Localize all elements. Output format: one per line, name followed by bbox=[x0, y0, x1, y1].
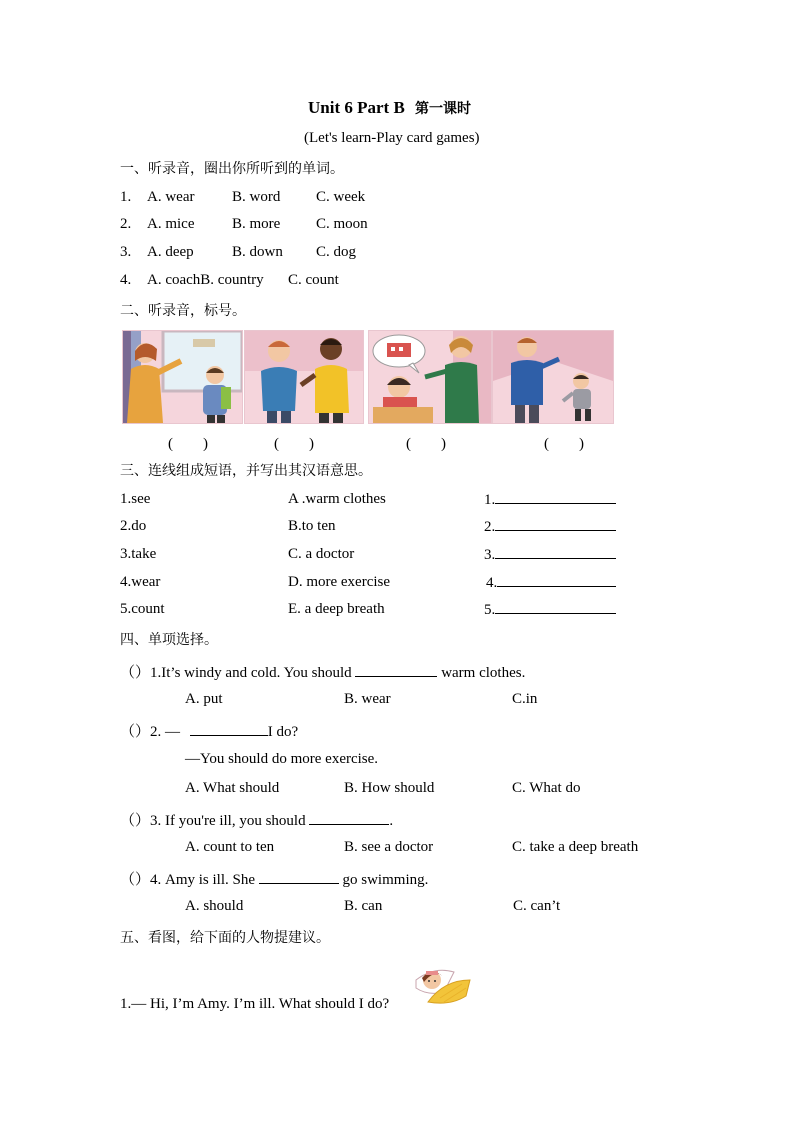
title-main: Unit 6 Part B bbox=[308, 98, 405, 117]
section-5-heading: 五、看图，给下面的人物提建议。 bbox=[120, 930, 330, 946]
s1-row-1-a: A. wear bbox=[147, 189, 195, 205]
q4-option-b[interactable]: B. can bbox=[344, 898, 383, 914]
section-3-heading: 三、连线组成短语，并写出其汉语意思。 bbox=[120, 463, 372, 479]
s1-row-2-a: A. mice bbox=[147, 216, 195, 232]
q2-stem-start: （）2. — bbox=[120, 724, 181, 740]
s3-right-4 bbox=[486, 574, 616, 592]
s1-row-3-c: C. dog bbox=[316, 244, 357, 260]
s1-row-2-b: B. more bbox=[232, 216, 281, 232]
picture-4-man-boy bbox=[492, 330, 614, 424]
s3-right-1 bbox=[484, 491, 616, 509]
s5-question-1: 1.— Hi, I’m Amy. I’m ill. What should I do? bbox=[120, 996, 390, 1012]
s3-answer-line-4[interactable] bbox=[497, 574, 616, 587]
q3-option-c[interactable]: C. take a deep breath bbox=[512, 839, 639, 855]
s3-middle-1: A .warm clothes bbox=[288, 491, 386, 507]
s3-left-3: 3.take bbox=[120, 546, 157, 562]
q2-stem-end: I do? bbox=[267, 724, 299, 740]
s1-row-3-a: A. deep bbox=[147, 244, 194, 260]
s3-left-1: 1.see bbox=[120, 491, 151, 507]
s1-row-1-b: B. word bbox=[232, 189, 281, 205]
s3-left-4: 4.wear bbox=[120, 574, 161, 590]
s3-right-4-label: 4. bbox=[486, 575, 498, 591]
s3-right-1-label: 1. bbox=[484, 492, 496, 508]
s1-row-4-ab: A. coachB. country bbox=[147, 272, 264, 288]
section-4-heading: 四、单项选择。 bbox=[120, 632, 218, 648]
title-cjk: 第一课时 bbox=[415, 101, 472, 117]
s3-right-5-label: 5. bbox=[484, 602, 496, 618]
s3-middle-2: B.to ten bbox=[288, 518, 336, 534]
s1-row-3-num: 3. bbox=[120, 244, 132, 260]
q3-option-a[interactable]: A. count to ten bbox=[185, 839, 275, 855]
s1-row-2-c: C. moon bbox=[316, 216, 368, 232]
picture-2-answer-bracket[interactable]: ( ) bbox=[274, 436, 314, 452]
s3-middle-4: D. more exercise bbox=[288, 574, 391, 590]
s1-row-3-b: B. down bbox=[232, 244, 283, 260]
q4-option-a[interactable]: A. should bbox=[185, 898, 244, 914]
section-2-heading: 二、听录音，标号。 bbox=[120, 303, 246, 319]
q1-stem bbox=[120, 661, 525, 682]
s3-right-3 bbox=[484, 546, 616, 564]
q1-stem-start: （）1.It’s windy and cold. You should bbox=[120, 665, 352, 681]
q3-stem-end: . bbox=[389, 813, 394, 829]
q3-stem bbox=[120, 809, 393, 830]
s1-row-4-c: C. count bbox=[288, 272, 339, 288]
q1-option-a[interactable]: A. put bbox=[185, 691, 223, 707]
q3-stem-start: （）3. If you're ill, you should bbox=[120, 813, 306, 829]
q2-option-c[interactable]: C. What do bbox=[512, 780, 581, 796]
s3-right-2 bbox=[484, 518, 616, 536]
q1-answer-blank[interactable] bbox=[355, 664, 437, 677]
q2-option-a[interactable]: A. What should bbox=[185, 780, 280, 796]
q3-answer-blank[interactable] bbox=[309, 812, 389, 825]
sick-girl-in-bed-picture bbox=[414, 962, 472, 1008]
q4-answer-blank[interactable] bbox=[259, 871, 339, 884]
s1-row-4-num: 4. bbox=[120, 272, 132, 288]
picture-3-teacher-student bbox=[368, 330, 492, 424]
q3-option-b[interactable]: B. see a doctor bbox=[344, 839, 434, 855]
q1-option-c[interactable]: C.in bbox=[512, 691, 538, 707]
s1-row-2-num: 2. bbox=[120, 216, 132, 232]
s3-left-5: 5.count bbox=[120, 601, 165, 617]
picture-3-answer-bracket[interactable]: ( ) bbox=[406, 436, 446, 452]
q1-option-b[interactable]: B. wear bbox=[344, 691, 391, 707]
q2-reply: —You should do more exercise. bbox=[185, 751, 379, 767]
q1-stem-end: warm clothes. bbox=[441, 665, 526, 681]
section-1-heading: 一、听录音，圈出你所听到的单词。 bbox=[120, 161, 344, 177]
s3-middle-5: E. a deep breath bbox=[288, 601, 385, 617]
q4-stem-start: （）4. Amy is ill. She bbox=[120, 872, 256, 888]
page-title bbox=[308, 98, 471, 118]
q2-option-b[interactable]: B. How should bbox=[344, 780, 435, 796]
s3-right-5 bbox=[484, 601, 616, 619]
s3-answer-line-5[interactable] bbox=[495, 601, 616, 614]
picture-2-boys-talking bbox=[244, 330, 364, 424]
q4-stem-end: go swimming. bbox=[342, 872, 429, 888]
picture-4-answer-bracket[interactable]: ( ) bbox=[544, 436, 584, 452]
picture-1-answer-bracket[interactable]: ( ) bbox=[168, 436, 208, 452]
q2-stem bbox=[120, 720, 298, 741]
s3-answer-line-2[interactable] bbox=[495, 518, 616, 531]
page-subtitle: (Let's learn-Play card games) bbox=[304, 130, 480, 146]
s1-row-1-num: 1. bbox=[120, 189, 132, 205]
q2-answer-blank[interactable] bbox=[190, 723, 268, 736]
s3-right-3-label: 3. bbox=[484, 547, 496, 563]
s3-answer-line-3[interactable] bbox=[495, 546, 616, 559]
q4-option-c[interactable]: C. can’t bbox=[513, 898, 561, 914]
s3-right-2-label: 2. bbox=[484, 519, 496, 535]
q4-stem bbox=[120, 868, 428, 889]
s3-middle-3: C. a doctor bbox=[288, 546, 355, 562]
s1-row-1-c: C. week bbox=[316, 189, 366, 205]
s3-left-2: 2.do bbox=[120, 518, 147, 534]
s3-answer-line-1[interactable] bbox=[495, 491, 616, 504]
picture-1-woman-window bbox=[122, 330, 243, 424]
